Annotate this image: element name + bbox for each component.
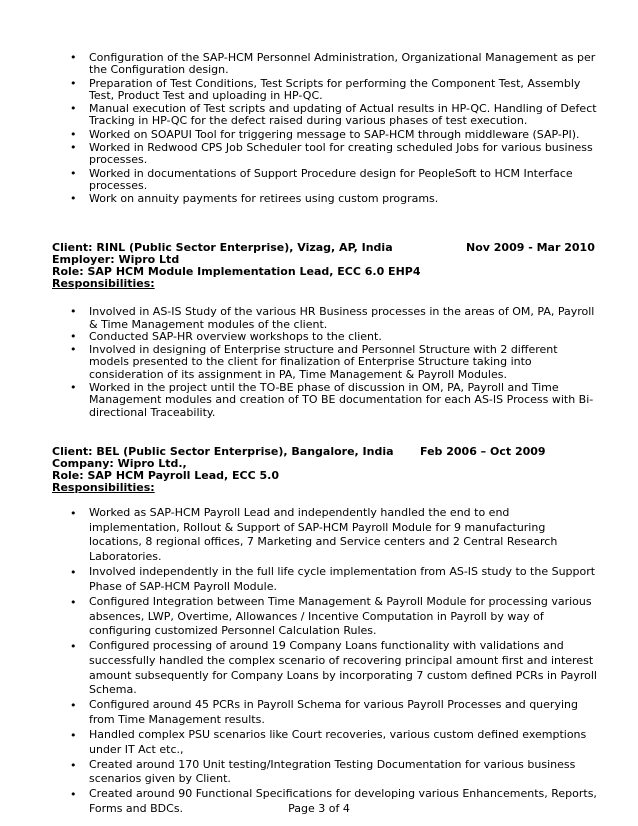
responsibilities-heading: Responsibilities: (52, 277, 155, 290)
list-item: • Worked in documentations of Support Procedure design for PeopleSoft to HCM Interface processes. (52, 168, 600, 193)
list-item: • Worked in the project until the TO-BE phase of discussion in OM, PA, Payroll and Time Management modules and creation of TO BE documentation for each AS-IS Process with Bi-directional Traceability. (52, 382, 600, 420)
project-dates: Nov 2009 - Mar 2010 (466, 241, 595, 254)
list-item: • Involved in designing of Enterprise structure and Personnel Structure with 2 different models presented to the client for finalization of Enterprise Structure taking into consideration of its assignment in PA, Time Management & Payroll Modules. (52, 344, 600, 382)
role-line: Role: SAP HCM Module Implementation Lead, ECC 6.0 EHP4 (52, 265, 421, 278)
list-item: • Worked as SAP-HCM Payroll Lead and independently handled the end to end implementation, Rollout & Support of SAP-HCM Payroll Module for 9 manufacturing locations, 8 regional offices, 7 Marketing and Service centers and 2 Central Research Laboratories. (52, 506, 600, 565)
list-item: • Preparation of Test Conditions, Test Scripts for performing the Component Test, Assembly Test, Product Test and uploading in HP-QC. (52, 78, 600, 103)
list-item: • Handled complex PSU scenarios like Court recoveries, various custom defined exemptions under IT Act etc., (52, 728, 600, 757)
list-item: • Created around 90 Functional Specifications for developing various Enhancements, Reports, Forms and BDCs. (52, 787, 600, 816)
top-responsibilities-list (52, 52, 600, 206)
list-item: • Conducted SAP-HR overview workshops to the client. (52, 331, 600, 344)
role-line: Role: SAP HCM Payroll Lead, ECC 5.0 (52, 469, 279, 482)
client-line: Client: BEL (Public Sector Enterprise), Bangalore, India (52, 445, 394, 458)
list-item: • Involved independently in the full life cycle implementation from AS-IS study to the Support Phase of SAP-HCM Payroll Module. (52, 565, 600, 594)
list-item: • Created around 170 Unit testing/Integration Testing Documentation for various business scenarios given by Client. (52, 758, 600, 787)
list-item: • Configuration of the SAP-HCM Personnel Administration, Organizational Management as per the Configuration design. (52, 52, 600, 77)
employer-line: Company: Wipro Ltd., (52, 457, 187, 470)
employer-line: Employer: Wipro Ltd (52, 253, 180, 266)
list-item: • Manual execution of Test scripts and updating of Actual results in HP-QC. Handling of Defect Tracking in HP-QC for the defect raised during various phases of test execution. (52, 103, 600, 128)
client-line: Client: RINL (Public Sector Enterprise), Vizag, AP, India (52, 241, 393, 254)
project-dates: Feb 2006 – Oct 2009 (420, 445, 546, 458)
page-number: Page 3 of 4 (288, 802, 350, 815)
list-item: • Configured Integration between Time Management & Payroll Module for processing various absences, LWP, Overtime, Allowances / Incentive Computation in Payroll by way of configuring customized Personnel Calculation Rules. (52, 595, 600, 639)
list-item: • Involved in AS-IS Study of the various HR Business processes in the areas of OM, PA, Payroll & Time Management modules of the client. (52, 306, 600, 331)
responsibilities-heading: Responsibilities: (52, 481, 155, 494)
bel-responsibilities-list (52, 506, 600, 817)
list-item: • Configured around 45 PCRs in Payroll Schema for various Payroll Processes and querying from Time Management results. (52, 698, 600, 727)
rinl-project-header (52, 242, 612, 290)
bel-project-header (52, 446, 612, 494)
list-item: • Work on annuity payments for retirees using custom programs. (52, 193, 600, 205)
rinl-responsibilities-list (52, 306, 600, 419)
list-item: • Worked on SOAPUI Tool for triggering message to SAP-HCM through middleware (SAP-PI). (52, 129, 600, 141)
list-item: • Worked in Redwood CPS Job Scheduler tool for creating scheduled Jobs for various business processes. (52, 142, 600, 167)
list-item: • Configured processing of around 19 Company Loans functionality with validations and successfully handled the complex scenario of recovering principal amount first and interest amount subsequently for Company Loans by incorporating 7 custom defined PCRs in Payroll Schema. (52, 639, 600, 698)
